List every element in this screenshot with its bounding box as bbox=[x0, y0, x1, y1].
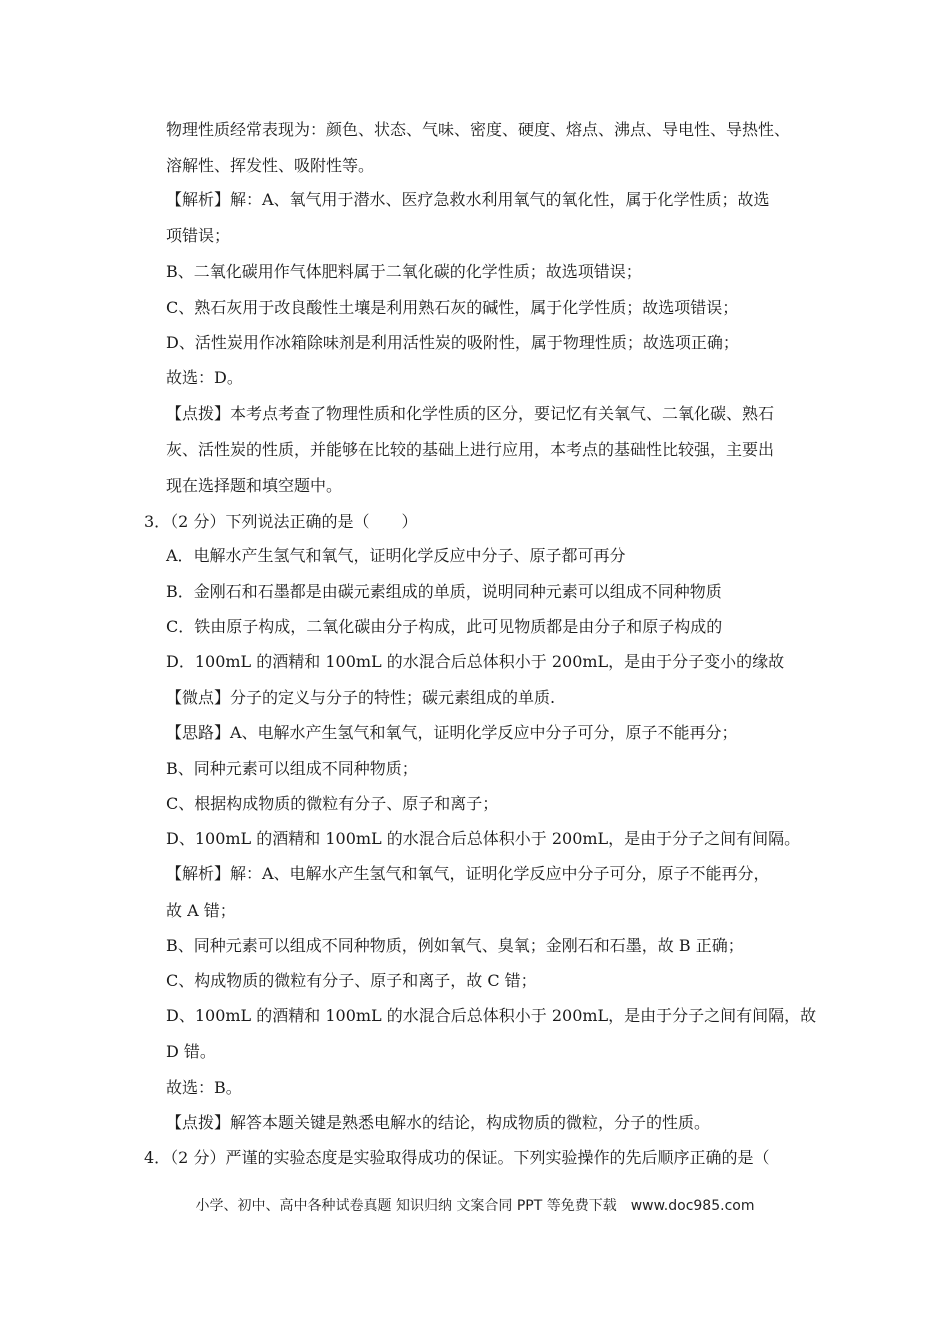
text-line: C、构成物质的微粒有分子、原子和离子，故 C 错； bbox=[166, 971, 537, 990]
text-line: B、同种元素可以组成不同种物质，例如氧气、臭氧；金刚石和石墨，故 B 正确； bbox=[166, 936, 744, 955]
text-line: B、二氧化碳用作气体肥料属于二氧化碳的化学性质；故选项错误； bbox=[166, 262, 642, 281]
text-line: 【点拨】本考点考查了物理性质和化学性质的区分，要记忆有关氧气、二氧化碳、熟石 bbox=[166, 404, 775, 423]
text-line: D、活性炭用作冰箱除味剂是利用活性炭的吸附性，属于物理性质；故选项正确； bbox=[166, 333, 739, 352]
text-line: 项错误； bbox=[166, 226, 231, 245]
text-line: 【解析】解：A、电解水产生氢气和氧气，证明化学反应中分子可分，原子不能再分， bbox=[166, 864, 770, 883]
text-line: 【点拨】解答本题关键是熟悉电解水的结论，构成物质的微粒，分子的性质。 bbox=[166, 1113, 711, 1132]
text-line: D、100mL 的酒精和 100mL 的水混合后总体积小于 200mL，是由于分子之间有间隔。 bbox=[166, 829, 801, 848]
text-line: D 错。 bbox=[166, 1042, 216, 1061]
text-line: 【微点】分子的定义与分子的特性；碳元素组成的单质. bbox=[166, 688, 556, 707]
text-line: 故 A 错； bbox=[166, 901, 236, 920]
text-line: 溶解性、挥发性、吸附性等。 bbox=[166, 156, 375, 175]
question-4-stem: 4．（2 分）严谨的实验态度是实验取得成功的保证。下列实验操作的先后顺序正确的是（ bbox=[144, 1148, 770, 1167]
page-footer: 小学、初中、高中各种试卷真题 知识归纳 文案合同 PPT 等免费下载 www.doc985.com bbox=[195, 1198, 755, 1214]
option-d: D．100mL 的酒精和 100mL 的水混合后总体积小于 200mL，是由于分子变小的缘故 bbox=[166, 652, 785, 671]
text-line: 故选：B。 bbox=[166, 1078, 242, 1097]
question-3-stem: 3．（2 分）下列说法正确的是（ ） bbox=[144, 512, 418, 531]
text-line: 现在选择题和填空题中。 bbox=[166, 476, 343, 495]
text-line: 【解析】解：A、氧气用于潜水、医疗急救水利用氧气的氧化性，属于化学性质；故选 bbox=[166, 190, 770, 209]
text-line: C、根据构成物质的微粒有分子、原子和离子； bbox=[166, 794, 499, 813]
option-b: B．金刚石和石墨都是由碳元素组成的单质，说明同种元素可以组成不同种物质 bbox=[166, 582, 722, 601]
option-c: C．铁由原子构成，二氧化碳由分子构成，此可见物质都是由分子和原子构成的 bbox=[166, 617, 723, 636]
text-line: 故选：D。 bbox=[166, 368, 243, 387]
text-line: 【思路】A、电解水产生氢气和氧气，证明化学反应中分子可分，原子不能再分； bbox=[166, 723, 738, 742]
text-line: C、熟石灰用于改良酸性土壤是利用熟石灰的碱性，属于化学性质；故选项错误； bbox=[166, 298, 739, 317]
text-line: 灰、活性炭的性质，并能够在比较的基础上进行应用，本考点的基础性比较强，主要出 bbox=[166, 440, 775, 459]
text-line: B、同种元素可以组成不同种物质； bbox=[166, 759, 418, 778]
text-line: D、100mL 的酒精和 100mL 的水混合后总体积小于 200mL，是由于分子之间有间隔，故 bbox=[166, 1006, 817, 1025]
text-line: 物理性质经常表现为：颜色、状态、气味、密度、硬度、熔点、沸点、导电性、导热性、 bbox=[166, 120, 791, 139]
option-a: A．电解水产生氢气和氧气，证明化学反应中分子、原子都可再分 bbox=[166, 546, 626, 565]
